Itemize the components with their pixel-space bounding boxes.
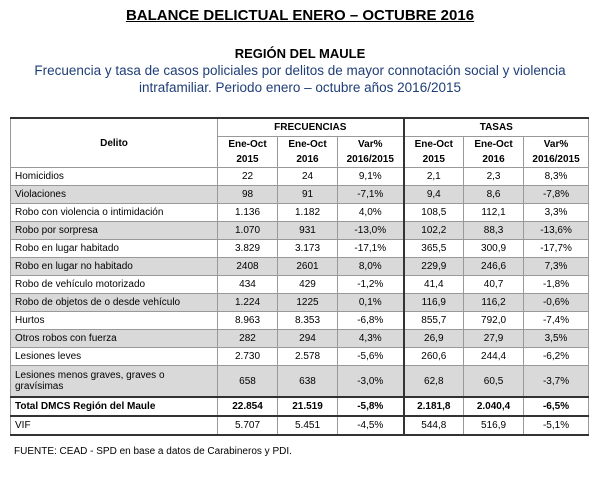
delito-label: Lesiones leves — [11, 348, 218, 366]
value-cell: 1.136 — [218, 204, 278, 222]
delito-label: Homicidios — [11, 168, 218, 186]
value-cell: 300,9 — [464, 240, 524, 258]
value-cell: 244,4 — [464, 348, 524, 366]
table-row — [11, 186, 589, 204]
crime-statistics-table — [10, 117, 589, 436]
delito-label: Robo de objetos de o desde vehículo — [11, 294, 218, 312]
delito-label: Robo con violencia o intimidación — [11, 204, 218, 222]
header-delito: Delito — [11, 118, 218, 168]
value-cell: -5,6% — [338, 348, 404, 366]
value-cell: -1,8% — [524, 276, 589, 294]
delito-label: Total DMCS Región del Maule — [11, 397, 218, 416]
value-cell: 638 — [278, 366, 338, 398]
subheader-5: Var% 2016/2015 — [524, 137, 589, 168]
delito-label: VIF — [11, 416, 218, 435]
value-cell: 282 — [218, 330, 278, 348]
value-cell: 8,0% — [338, 258, 404, 276]
delito-label: Otros robos con fuerza — [11, 330, 218, 348]
value-cell: 4,3% — [338, 330, 404, 348]
value-cell: 429 — [278, 276, 338, 294]
value-cell: -5,1% — [524, 416, 589, 435]
value-cell: -17,7% — [524, 240, 589, 258]
value-cell: 4,0% — [338, 204, 404, 222]
value-cell: 5.451 — [278, 416, 338, 435]
value-cell: 2,1 — [404, 168, 464, 186]
value-cell: -3,7% — [524, 366, 589, 398]
delito-label: Robo en lugar no habitado — [11, 258, 218, 276]
table-row — [11, 222, 589, 240]
value-cell: 434 — [218, 276, 278, 294]
value-cell: 91 — [278, 186, 338, 204]
value-cell: 658 — [218, 366, 278, 398]
value-cell: -7,8% — [524, 186, 589, 204]
value-cell: 2408 — [218, 258, 278, 276]
value-cell: -13,6% — [524, 222, 589, 240]
value-cell: -4,5% — [338, 416, 404, 435]
value-cell: -7,1% — [338, 186, 404, 204]
region-heading: REGIÓN DEL MAULE — [234, 46, 366, 61]
delito-label: Robo por sorpresa — [11, 222, 218, 240]
value-cell: 8.963 — [218, 312, 278, 330]
value-cell: 62,8 — [404, 366, 464, 398]
value-cell: -13,0% — [338, 222, 404, 240]
value-cell: 2,3 — [464, 168, 524, 186]
value-cell: 22.854 — [218, 397, 278, 416]
table-row — [11, 240, 589, 258]
table-row — [11, 366, 589, 398]
value-cell: 8.353 — [278, 312, 338, 330]
subheader-4: Ene-Oct 2016 — [464, 137, 524, 168]
delito-label: Robo en lugar habitado — [11, 240, 218, 258]
total-row — [11, 397, 589, 416]
value-cell: 26,9 — [404, 330, 464, 348]
value-cell: 8,3% — [524, 168, 589, 186]
value-cell: 1.182 — [278, 204, 338, 222]
delito-label: Hurtos — [11, 312, 218, 330]
table-row — [11, 330, 589, 348]
value-cell: 792,0 — [464, 312, 524, 330]
value-cell: 246,6 — [464, 258, 524, 276]
value-cell: 21.519 — [278, 397, 338, 416]
subheader-0: Ene-Oct 2015 — [218, 137, 278, 168]
value-cell: 855,7 — [404, 312, 464, 330]
table-row — [11, 168, 589, 186]
value-cell: 544,8 — [404, 416, 464, 435]
value-cell: 8,6 — [464, 186, 524, 204]
value-cell: 1.224 — [218, 294, 278, 312]
table-row — [11, 258, 589, 276]
value-cell: 3,3% — [524, 204, 589, 222]
value-cell: 294 — [278, 330, 338, 348]
value-cell: -7,4% — [524, 312, 589, 330]
value-cell: 260,6 — [404, 348, 464, 366]
header-tasas: TASAS — [404, 118, 589, 137]
value-cell: 3,5% — [524, 330, 589, 348]
value-cell: -17,1% — [338, 240, 404, 258]
value-cell: -6,5% — [524, 397, 589, 416]
value-cell: 2601 — [278, 258, 338, 276]
document-title: BALANCE DELICTUAL ENERO – OCTUBRE 2016 — [125, 7, 475, 24]
value-cell: 116,2 — [464, 294, 524, 312]
value-cell: 88,3 — [464, 222, 524, 240]
value-cell: 22 — [218, 168, 278, 186]
table-row — [11, 348, 589, 366]
value-cell: 2.730 — [218, 348, 278, 366]
value-cell: 931 — [278, 222, 338, 240]
value-cell: 2.578 — [278, 348, 338, 366]
table-row — [11, 294, 589, 312]
report-subtitle: Frecuencia y tasa de casos policiales por delitos de mayor connotación social y violencia intrafamiliar. Periodo enero – octubre años 2016/2015 — [34, 63, 566, 95]
value-cell: 3.829 — [218, 240, 278, 258]
value-cell: 2.040,4 — [464, 397, 524, 416]
delito-label: Violaciones — [11, 186, 218, 204]
value-cell: 1.070 — [218, 222, 278, 240]
value-cell: -0,6% — [524, 294, 589, 312]
value-cell: 9,1% — [338, 168, 404, 186]
value-cell: 3.173 — [278, 240, 338, 258]
value-cell: 0,1% — [338, 294, 404, 312]
delito-label: Robo de vehículo motorizado — [11, 276, 218, 294]
value-cell: 41,4 — [404, 276, 464, 294]
value-cell: 112,1 — [464, 204, 524, 222]
value-cell: 40,7 — [464, 276, 524, 294]
value-cell: -6,2% — [524, 348, 589, 366]
table-row — [11, 276, 589, 294]
value-cell: 98 — [218, 186, 278, 204]
vif-row — [11, 416, 589, 435]
value-cell: -3,0% — [338, 366, 404, 398]
value-cell: 108,5 — [404, 204, 464, 222]
value-cell: 2.181,8 — [404, 397, 464, 416]
subheader-1: Ene-Oct 2016 — [278, 137, 338, 168]
subheader-2: Var% 2016/2015 — [338, 137, 404, 168]
value-cell: 5.707 — [218, 416, 278, 435]
value-cell: 27,9 — [464, 330, 524, 348]
value-cell: 102,2 — [404, 222, 464, 240]
value-cell: 7,3% — [524, 258, 589, 276]
subheader-3: Ene-Oct 2015 — [404, 137, 464, 168]
value-cell: 24 — [278, 168, 338, 186]
header-frecuencias: FRECUENCIAS — [218, 118, 404, 137]
value-cell: 516,9 — [464, 416, 524, 435]
value-cell: 9,4 — [404, 186, 464, 204]
value-cell: -5,8% — [338, 397, 404, 416]
source-note: FUENTE: CEAD - SPD en base a datos de Carabineros y PDI. — [14, 446, 292, 457]
value-cell: 365,5 — [404, 240, 464, 258]
table-row — [11, 204, 589, 222]
value-cell: 1225 — [278, 294, 338, 312]
delito-label: Lesiones menos graves, graves o gravísimas — [11, 366, 218, 398]
table-row — [11, 312, 589, 330]
value-cell: 229,9 — [404, 258, 464, 276]
value-cell: 116,9 — [404, 294, 464, 312]
value-cell: 60,5 — [464, 366, 524, 398]
value-cell: -6,8% — [338, 312, 404, 330]
value-cell: -1,2% — [338, 276, 404, 294]
